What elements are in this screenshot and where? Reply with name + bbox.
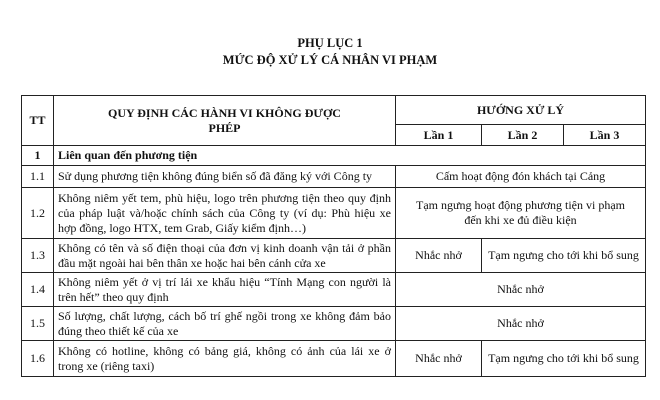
row-rule: Không có tên và số điện thoại của đơn vị kinh doanh vận tải ở phần đầu mặt ngoài hai bên thân xe hoặc hai bên cánh cửa xe [54,239,396,273]
table-row [22,188,646,239]
header-handling: HƯỚNG XỬ LÝ [396,96,646,125]
row-tt: 1.3 [22,239,54,273]
row-rule: Số lượng, chất lượng, cách bố trí ghế ngồi trong xe không đảm bảo đúng theo thiết kế của xe [54,307,396,341]
table-row [22,307,646,341]
row-action: Cấm hoạt động đón khách tại Cảng [396,166,646,188]
header-row [22,96,646,125]
row-lan1: Nhắc nhở [396,341,482,377]
appendix-title: PHỤ LỤC 1 [297,36,363,50]
table-row [22,273,646,307]
row-action: Nhắc nhở [396,307,646,341]
row-tt: 1.2 [22,188,54,239]
header-lan2: Lần 2 [482,125,564,146]
row-lan23: Tạm ngưng cho tới khi bổ sung [482,239,646,273]
section-row [22,146,646,166]
row-tt: 1.5 [22,307,54,341]
row-tt: 1.4 [22,273,54,307]
header-lan3: Lần 3 [564,125,646,146]
header-tt: TT [22,96,54,146]
header-lan1: Lần 1 [396,125,482,146]
row-tt: 1.6 [22,341,54,377]
section-label: Liên quan đến phương tiện [54,146,646,166]
row-action: Tạm ngưng hoạt động phương tiện vi phạm đến khi xe đủ điều kiện [396,188,646,239]
row-lan1: Nhắc nhở [396,239,482,273]
table-row [22,239,646,273]
section-tt: 1 [22,146,54,166]
row-rule: Sử dụng phương tiện không đúng biển số đã đăng ký với Công ty [54,166,396,188]
row-lan23: Tạm ngưng cho tới khi bổ sung [482,341,646,377]
row-tt: 1.1 [22,166,54,188]
violation-table [21,95,646,377]
row-rule: Không có hotline, không có bảng giá, không có ảnh của lái xe ở trong xe (riêng taxi) [54,341,396,377]
row-action: Nhắc nhở [396,273,646,307]
table-row [22,166,646,188]
table-row [22,341,646,377]
row-rule: Không niêm yết tem, phù hiệu, logo trên phương tiện theo quy định của pháp luật và/hoặc chính sách của Công ty (ví dụ: Phù hiệu xe hợp đồng, logo HTX, tem Grab, Giấy kiểm định…) [54,188,396,239]
header-rule: QUY ĐỊNH CÁC HÀNH VI KHÔNG ĐƯỢC PHÉP [54,96,396,146]
appendix-subtitle: MỨC ĐỘ XỬ LÝ CÁ NHÂN VI PHẠM [222,53,438,67]
row-rule: Không niêm yết ở vị trí lái xe khẩu hiệu “Tính Mạng con người là trên hết” theo quy định [54,273,396,307]
